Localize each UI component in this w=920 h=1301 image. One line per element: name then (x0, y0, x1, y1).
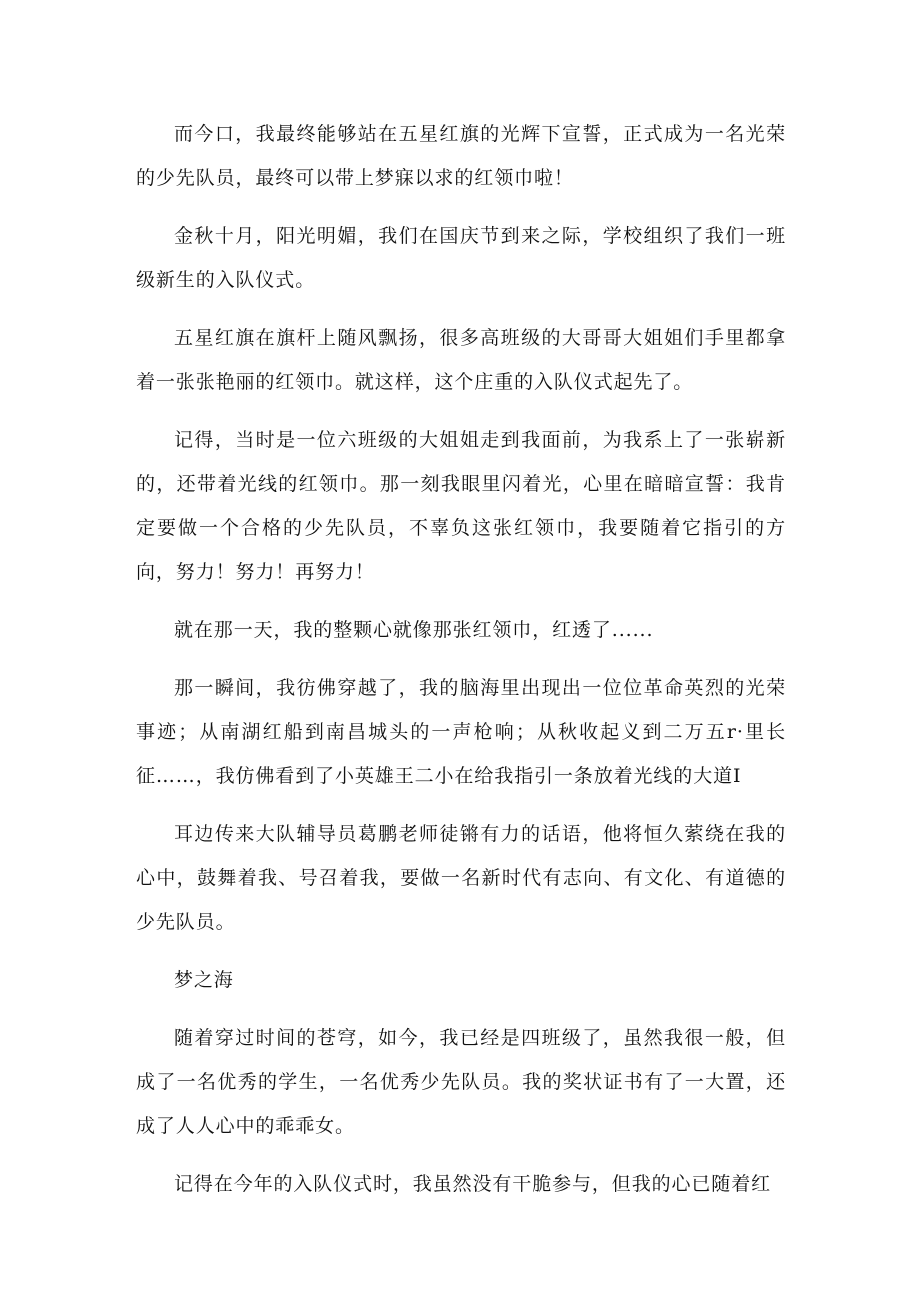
paragraph-5: 就在那一天，我的整颗心就像那张红领巾，红透了...... (174, 619, 654, 641)
paragraph-4: 记得，当时是一位六班级的大姐姐走到我面前，为我系上了一张崭新的，还带着光线的红领巾。那一刻我眼里闪着光，心里在暗暗宣誓：我肯定要做一个合格的少先队员，不辜负这张红领巾，我要随着它指引的方向，努力！努力！再努力！ (136, 429, 786, 583)
paragraph-3: 五星红旗在旗杆上随风飘扬，很多高班级的大哥哥大姐姐们手里都拿着一张张艳丽的红领巾。就这样，这个庄重的入队仪式起先了。 (136, 327, 786, 393)
paragraph-8: 随着穿过时间的苍穹，如今，我已经是四班级了，虽然我很一般，但成了一名优秀的学生，一名优秀少先队员。我的奖状证书有了一大置，还成了人人心中的乖乖女。 (136, 1027, 786, 1137)
paragraph-1: 而今口，我最终能够站在五星红旗的光辉下宣誓，正式成为一名光荣的少先队员，最终可以带上梦寐以求的红领巾啦！ (136, 123, 786, 189)
document-body (136, 112, 786, 1220)
paragraph-2: 金秋十月，阳光明媚，我们在国庆节到来之际，学校组织了我们一班级新生的入队仪式。 (136, 225, 786, 291)
paragraph-7: 耳边传来大队辅导员葛鹏老师徒锵有力的话语，他将恒久萦绕在我的心中，鼓舞着我、号召着我，要做一名新时代有志向、有文化、有道德的少先队员。 (136, 823, 786, 933)
paragraph-6: 那一瞬间，我彷佛穿越了，我的脑海里出现出一位位革命英烈的光荣事迹；从南湖红船到南昌城头的一声枪响；从秋收起义到二万五r·里长征……，我仿佛看到了小英雄王二小在给我指引一条放着光线的大道I (136, 677, 786, 787)
section-heading: 梦之海 (174, 969, 234, 991)
paragraph-9: 记得在今年的入队仪式时，我虽然没有干脆参与，但我的心已随着红 (174, 1173, 772, 1195)
